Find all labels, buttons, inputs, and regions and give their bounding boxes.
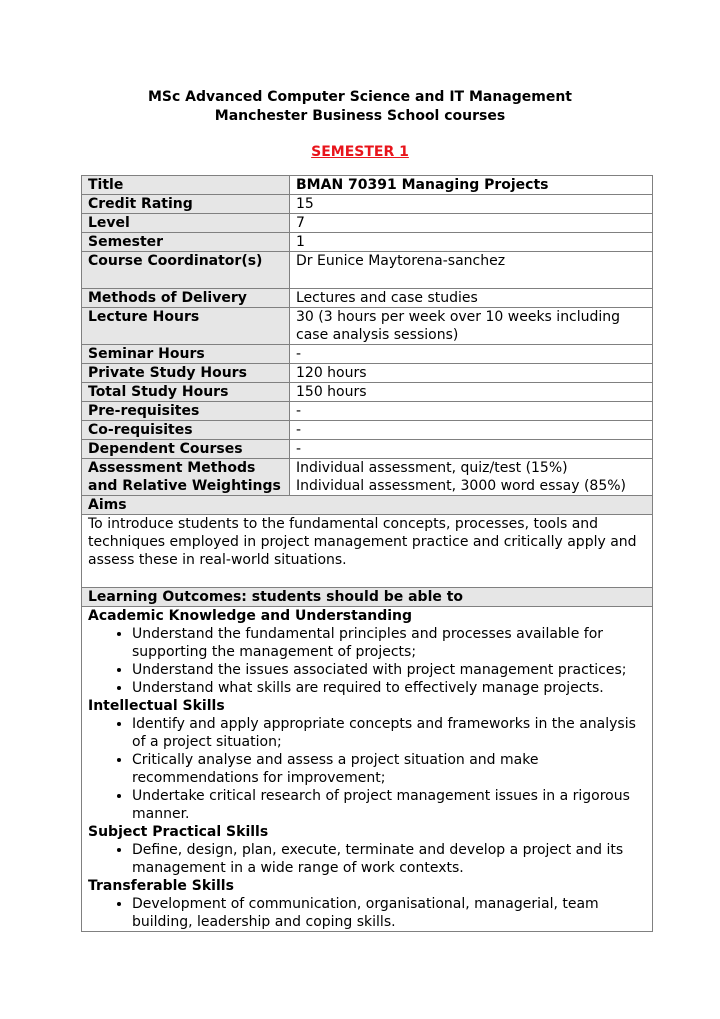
row-delivery: [82, 289, 653, 308]
prereq-label: Pre-requisites: [82, 402, 290, 421]
row-private: [82, 364, 653, 383]
outcomes-heading: Learning Outcomes: students should be able to: [82, 588, 653, 607]
seminar-label: Seminar Hours: [82, 345, 290, 364]
lecture-value: 30 (3 hours per week over 10 weeks including case analysis sessions): [290, 308, 653, 345]
title-value: BMAN 70391 Managing Projects: [290, 176, 653, 195]
list-item: • Development of communication, organisational, managerial, team building, leadership and coping skills.: [132, 895, 646, 931]
document-title: MSc Advanced Computer Science and IT Management: [147, 89, 572, 105]
coreq-value: -: [290, 421, 653, 440]
outcomes-body: [82, 607, 653, 932]
row-level: [82, 214, 653, 233]
list-item: • Undertake critical research of project management issues in a rigorous manner.: [132, 787, 646, 823]
assessment-value: [290, 459, 653, 496]
private-value: 120 hours: [290, 364, 653, 383]
row-credit: [82, 195, 653, 214]
prereq-value: -: [290, 402, 653, 421]
list-item: • Critically analyse and assess a project situation and make recommendations for improvement;: [132, 751, 646, 787]
semester-label: Semester: [82, 233, 290, 252]
row-assessment: [82, 459, 653, 496]
academic-title: Academic Knowledge and Understanding: [88, 608, 413, 624]
credit-value: 15: [290, 195, 653, 214]
title-label: Title: [82, 176, 290, 195]
row-dependent: [82, 440, 653, 459]
total-value: 150 hours: [290, 383, 653, 402]
row-prereq: [82, 402, 653, 421]
lecture-label: Lecture Hours: [82, 308, 290, 345]
row-coreq: [82, 421, 653, 440]
list-item: • Identify and apply appropriate concepts and frameworks in the analysis of a project situation;: [132, 715, 646, 751]
course-table: [81, 175, 653, 932]
assessment-label-line2: and Relative Weightings: [88, 478, 281, 494]
semester-value: 1: [290, 233, 653, 252]
row-total: [82, 383, 653, 402]
row-seminar: [82, 345, 653, 364]
document-subtitle: Manchester Business School courses: [214, 108, 506, 124]
dependent-label: Dependent Courses: [82, 440, 290, 459]
assessment-label: [82, 459, 290, 496]
private-label: Private Study Hours: [82, 364, 290, 383]
row-lecture: [82, 308, 653, 345]
coreq-label: Co-requisites: [82, 421, 290, 440]
delivery-value: Lectures and case studies: [290, 289, 653, 308]
list-item: • Understand the issues associated with project management practices;: [132, 661, 646, 679]
academic-list: [88, 625, 646, 697]
aims-text: To introduce students to the fundamental concepts, processes, tools and techniques employed in project management practice and critically apply and assess these in real-world situations.: [82, 515, 653, 588]
list-item: • Understand what skills are required to effectively manage projects.: [132, 679, 646, 697]
list-item: • Understand the fundamental principles and processes available for supporting the management of projects;: [132, 625, 646, 661]
aims-heading: Aims: [82, 496, 653, 515]
row-outcomes-heading: [82, 588, 653, 607]
intellectual-title: Intellectual Skills: [88, 698, 225, 714]
transferable-title: Transferable Skills: [88, 878, 234, 894]
intellectual-list: [88, 715, 646, 823]
transferable-list: [88, 895, 646, 931]
row-aims-heading: [82, 496, 653, 515]
seminar-value: -: [290, 345, 653, 364]
dependent-value: -: [290, 440, 653, 459]
coordinator-value: Dr Eunice Maytorena-sanchez: [290, 252, 653, 289]
credit-label: Credit Rating: [82, 195, 290, 214]
assessment-value-line1: Individual assessment, quiz/test (15%): [296, 460, 568, 476]
row-outcomes: [82, 607, 653, 932]
practical-list: [88, 841, 646, 877]
level-label: Level: [82, 214, 290, 233]
assessment-label-line1: Assessment Methods: [88, 460, 256, 476]
practical-title: Subject Practical Skills: [88, 824, 269, 840]
list-item: • Define, design, plan, execute, terminate and develop a project and its management in a wide range of work contexts.: [132, 841, 646, 877]
row-title: [82, 176, 653, 195]
delivery-label: Methods of Delivery: [82, 289, 290, 308]
semester-heading-text: SEMESTER 1: [311, 144, 409, 160]
row-semester: [82, 233, 653, 252]
assessment-value-line2: Individual assessment, 3000 word essay (85%): [296, 478, 627, 494]
row-coordinator: [82, 252, 653, 289]
coordinator-label: Course Coordinator(s): [82, 252, 290, 289]
level-value: 7: [290, 214, 653, 233]
row-aims-text: [82, 515, 653, 588]
total-label: Total Study Hours: [82, 383, 290, 402]
semester-heading: [0, 141, 720, 162]
